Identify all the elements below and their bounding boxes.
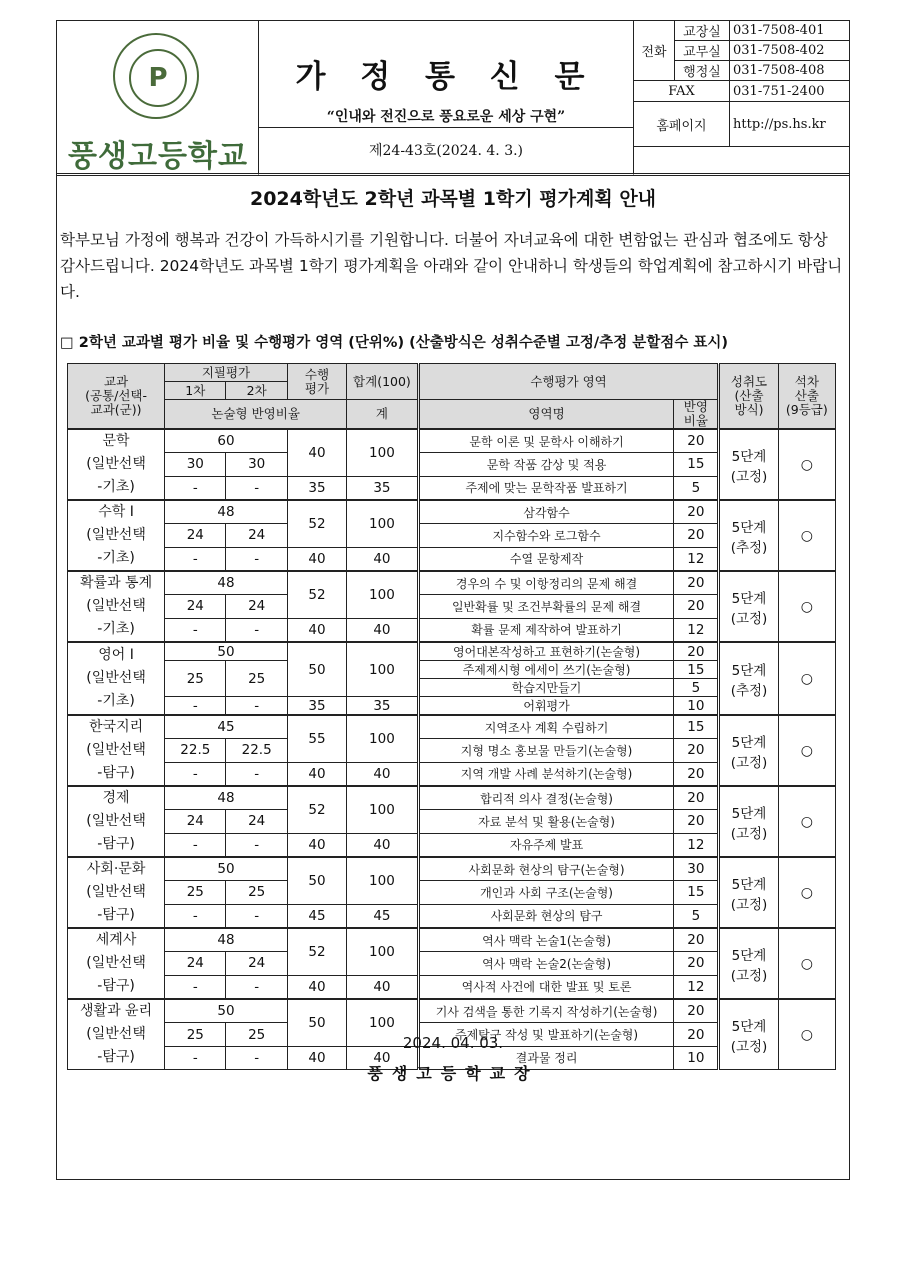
essay-suhaeng-value: 40 — [287, 975, 346, 999]
essay-sum-value: 40 — [347, 975, 419, 999]
total-value: 100 — [347, 786, 419, 833]
jipil-value: 48 — [165, 571, 288, 595]
rank-circle-icon: ○ — [778, 500, 835, 571]
rank-circle-icon: ○ — [778, 786, 835, 857]
issue-number: 제24-43호(2024. 4. 3.) — [259, 128, 634, 176]
achievement-method: 5단계 (추정) — [719, 500, 778, 571]
subject-name-line: -기초) — [97, 479, 135, 495]
first-exam-value: 24 — [165, 595, 226, 618]
total-value: 100 — [347, 928, 419, 975]
area-name: 영어대본작성하고 표현하기(논술형) — [418, 642, 674, 661]
essay-sum-value: 45 — [347, 904, 419, 928]
subject-cell — [68, 715, 165, 786]
essay-second-value: - — [226, 762, 287, 786]
area-name: 자유주제 발표 — [418, 833, 674, 857]
area-ratio: 20 — [674, 762, 719, 786]
area-ratio: 20 — [674, 810, 719, 833]
area-name: 지형 명소 홍보물 만들기(논술형) — [418, 739, 674, 762]
jipil-value: 50 — [165, 642, 288, 661]
area-name: 일반확률 및 조건부확률의 문제 해결 — [418, 595, 674, 618]
essay-first-value: - — [165, 1046, 226, 1069]
subject-name-line: 한국지리 — [89, 719, 144, 735]
area-ratio: 20 — [674, 500, 719, 524]
area-ratio: 20 — [674, 595, 719, 618]
subject-name-line: 문학 — [102, 433, 130, 449]
area-ratio: 15 — [674, 715, 719, 739]
subject-name-line: 수학 I — [98, 504, 134, 520]
school-seal-icon: P — [113, 33, 199, 119]
subject-cell — [68, 928, 165, 999]
jipil-value: 48 — [165, 786, 288, 810]
essay-suhaeng-value: 45 — [287, 904, 346, 928]
rank-circle-icon: ○ — [778, 715, 835, 786]
subject-cell — [68, 571, 165, 642]
total-value: 100 — [347, 642, 419, 697]
area-name: 결과물 정리 — [418, 1046, 674, 1069]
rank-circle-icon: ○ — [778, 642, 835, 715]
area-name: 역사 맥락 논술1(논술형) — [418, 928, 674, 952]
subject-name-line: -기초) — [97, 621, 135, 637]
subject-name-line: -기초) — [97, 550, 135, 566]
area-name: 학습지만들기 — [418, 679, 674, 697]
achievement-method: 5단계 (고정) — [719, 786, 778, 857]
essay-first-value: - — [165, 904, 226, 928]
jipil-value: 48 — [165, 500, 288, 524]
essay-second-value: - — [226, 904, 287, 928]
header-1cha: 1차 — [165, 382, 226, 400]
subject-name-line: -탐구) — [97, 836, 135, 852]
area-ratio: 10 — [674, 697, 719, 716]
suhaeng-value: 50 — [287, 642, 346, 697]
area-name: 주제제시형 에세이 쓰기(논술형) — [418, 661, 674, 679]
rank-circle-icon: ○ — [778, 999, 835, 1070]
achievement-method: 5단계 (고정) — [719, 429, 778, 500]
essay-second-value: - — [226, 697, 287, 716]
essay-first-value: - — [165, 476, 226, 500]
second-exam-value: 24 — [226, 810, 287, 833]
second-exam-value: 30 — [226, 453, 287, 476]
second-exam-value: 24 — [226, 595, 287, 618]
achievement-method: 5단계 (고정) — [719, 857, 778, 928]
essay-suhaeng-value: 40 — [287, 1046, 346, 1069]
second-exam-value: 24 — [226, 952, 287, 975]
suhaeng-value: 52 — [287, 571, 346, 618]
suhaeng-value: 52 — [287, 928, 346, 975]
table-row — [68, 928, 836, 952]
first-exam-value: 25 — [165, 881, 226, 904]
area-ratio: 20 — [674, 739, 719, 762]
achievement-method: 5단계 (추정) — [719, 642, 778, 715]
area-name: 기사 검색을 통한 기록지 작성하기(논술형) — [418, 999, 674, 1023]
area-ratio: 15 — [674, 881, 719, 904]
area-ratio: 15 — [674, 661, 719, 679]
subject-name-line: (일반선택 — [86, 1026, 146, 1042]
rank-circle-icon: ○ — [778, 928, 835, 999]
document-title: 2024학년도 2학년 과목별 1학기 평가계획 안내 — [249, 188, 657, 210]
jipil-value: 50 — [165, 857, 288, 881]
second-exam-value: 25 — [226, 661, 287, 697]
total-value: 100 — [347, 571, 419, 618]
homepage-link[interactable]: http://ps.hs.kr — [730, 102, 850, 147]
area-name: 사회문화 현상의 탐구(논술형) — [418, 857, 674, 881]
area-ratio: 20 — [674, 429, 719, 453]
essay-suhaeng-value: 35 — [287, 697, 346, 716]
area-ratio: 20 — [674, 999, 719, 1023]
suhaeng-value: 52 — [287, 500, 346, 547]
area-ratio: 12 — [674, 833, 719, 857]
header-suhaeng: 수행 평가 — [287, 364, 346, 400]
header-rank: 석차 산출 (9등급) — [778, 364, 835, 430]
table-row — [68, 857, 836, 881]
first-exam-value: 30 — [165, 453, 226, 476]
essay-sum-value: 40 — [347, 833, 419, 857]
total-value: 100 — [347, 500, 419, 547]
subject-name-line: -탐구) — [97, 1049, 135, 1065]
area-name: 합리적 의사 결정(논술형) — [418, 786, 674, 810]
area-ratio: 20 — [674, 642, 719, 661]
area-ratio: 20 — [674, 952, 719, 975]
essay-suhaeng-value: 35 — [287, 476, 346, 500]
subject-name-line: 경제 — [102, 790, 130, 806]
second-exam-value: 25 — [226, 881, 287, 904]
subject-name-line: 사회·문화 — [86, 861, 146, 877]
subject-name-line: (일반선택 — [86, 813, 146, 829]
jipil-value: 60 — [165, 429, 288, 453]
essay-sum-value: 40 — [347, 1046, 419, 1069]
essay-first-value: - — [165, 975, 226, 999]
area-ratio: 20 — [674, 1023, 719, 1046]
header-essay-ratio: 논술형 반영비율 — [165, 400, 347, 430]
essay-second-value: - — [226, 618, 287, 642]
essay-suhaeng-value: 40 — [287, 833, 346, 857]
school-motto: “인내와 전진으로 풍요로운 세상 구현” — [326, 109, 566, 125]
subject-name-line: -탐구) — [97, 907, 135, 923]
subject-cell — [68, 429, 165, 500]
subject-name-line: 세계사 — [95, 932, 137, 948]
rank-circle-icon: ○ — [778, 857, 835, 928]
achievement-method: 5단계 (고정) — [719, 928, 778, 999]
school-name: 풍생고등학교 — [68, 139, 248, 174]
area-ratio: 15 — [674, 453, 719, 476]
suhaeng-value: 55 — [287, 715, 346, 762]
area-ratio: 5 — [674, 679, 719, 697]
area-name: 확률 문제 제작하여 발표하기 — [418, 618, 674, 642]
first-exam-value: 24 — [165, 810, 226, 833]
intro-paragraph: 학부모님 가정에 행복과 건강이 가득하시기를 기원합니다. 더불어 자녀교육에 대한 변함없는 관심과 협조에도 항상 감사드립니다. 2024학년도 과목별 1학기 평가계획을 아래와 같이 안내하니 학생들의 학업계획에 참고하시기 바랍니다. — [60, 231, 843, 301]
total-value: 100 — [347, 715, 419, 762]
subject-name-line: (일반선택 — [86, 456, 146, 472]
principal-signature: 풍생고등학교장 — [367, 1064, 539, 1083]
essay-sum-value: 40 — [347, 547, 419, 571]
suhaeng-value: 50 — [287, 857, 346, 904]
area-ratio: 30 — [674, 857, 719, 881]
table-row — [68, 571, 836, 595]
subject-name-line: 확률과 통계 — [80, 575, 153, 591]
header-area-name: 영역명 — [418, 400, 674, 430]
essay-first-value: - — [165, 762, 226, 786]
subject-name-line: (일반선택 — [86, 670, 146, 686]
table-row — [68, 429, 836, 453]
area-name: 역사적 사건에 대한 발표 및 토론 — [418, 975, 674, 999]
subject-cell — [68, 857, 165, 928]
header-total: 합계(100) — [347, 364, 419, 400]
essay-sum-value: 40 — [347, 762, 419, 786]
second-exam-value: 24 — [226, 524, 287, 547]
area-name: 사회문화 현상의 탐구 — [418, 904, 674, 928]
subject-cell — [68, 642, 165, 715]
area-ratio: 10 — [674, 1046, 719, 1069]
contact-value: 031-7508-401 — [730, 21, 850, 41]
area-name: 문학 작품 감상 및 적용 — [418, 453, 674, 476]
header-2cha: 2차 — [226, 382, 287, 400]
area-name: 역사 맥락 논술2(논술형) — [418, 952, 674, 975]
header-sum: 계 — [347, 400, 419, 430]
area-name: 개인과 사회 구조(논술형) — [418, 881, 674, 904]
table-row — [68, 715, 836, 739]
subject-name-line: -기초) — [97, 693, 135, 709]
footer-date: 2024. 04. 03. — [402, 1034, 504, 1052]
area-ratio: 5 — [674, 904, 719, 928]
contact-info — [634, 21, 849, 176]
essay-suhaeng-value: 40 — [287, 547, 346, 571]
essay-sum-value: 40 — [347, 618, 419, 642]
area-name: 경우의 수 및 이항정리의 문제 해결 — [418, 571, 674, 595]
header-achievement: 성취도 (산출 방식) — [719, 364, 778, 430]
essay-suhaeng-value: 40 — [287, 762, 346, 786]
first-exam-value: 25 — [165, 661, 226, 697]
page-title: 가 정 통 신 문 — [295, 59, 597, 95]
table-row — [68, 642, 836, 661]
first-exam-value: 24 — [165, 524, 226, 547]
area-name: 지수함수와 로그함수 — [418, 524, 674, 547]
evaluation-table — [67, 363, 836, 1070]
area-ratio: 12 — [674, 975, 719, 999]
essay-first-value: - — [165, 833, 226, 857]
fax-value: 031-751-2400 — [730, 81, 850, 102]
area-name: 주제에 맞는 문학작품 발표하기 — [418, 476, 674, 500]
suhaeng-value: 50 — [287, 999, 346, 1046]
table-body — [68, 429, 836, 1070]
area-name: 자료 분석 및 활용(논술형) — [418, 810, 674, 833]
header-subject: 교과 (공통/선택- 교과(군)) — [68, 364, 165, 430]
essay-suhaeng-value: 40 — [287, 618, 346, 642]
essay-second-value: - — [226, 476, 287, 500]
header-area: 수행평가 영역 — [418, 364, 719, 400]
essay-second-value: - — [226, 547, 287, 571]
contact-value: 031-7508-402 — [730, 41, 850, 61]
area-name: 지역 개발 사례 분석하기(논술형) — [418, 762, 674, 786]
area-name: 주제탐구 작성 및 발표하기(논술형) — [418, 1023, 674, 1046]
essay-second-value: - — [226, 1046, 287, 1069]
essay-sum-value: 35 — [347, 697, 419, 716]
rank-circle-icon: ○ — [778, 429, 835, 500]
logo-area — [57, 21, 259, 176]
table-row — [68, 500, 836, 524]
area-ratio: 12 — [674, 618, 719, 642]
essay-first-value: - — [165, 618, 226, 642]
second-exam-value: 25 — [226, 1023, 287, 1046]
jipil-value: 45 — [165, 715, 288, 739]
essay-first-value: - — [165, 697, 226, 716]
second-exam-value: 22.5 — [226, 739, 287, 762]
area-ratio: 12 — [674, 547, 719, 571]
suhaeng-value: 52 — [287, 786, 346, 833]
first-exam-value: 22.5 — [165, 739, 226, 762]
area-name: 지역조사 계획 수립하기 — [418, 715, 674, 739]
area-name: 문학 이론 및 문학사 이해하기 — [418, 429, 674, 453]
subject-name-line: (일반선택 — [86, 742, 146, 758]
subject-name-line: (일반선택 — [86, 527, 146, 543]
total-value: 100 — [347, 429, 419, 476]
header-jipil: 지필평가 — [165, 364, 288, 382]
subject-name-line: 생활과 윤리 — [80, 1003, 153, 1019]
subject-name-line: -탐구) — [97, 765, 135, 781]
area-ratio: 20 — [674, 928, 719, 952]
area-name: 삼각함수 — [418, 500, 674, 524]
achievement-method: 5단계 (고정) — [719, 571, 778, 642]
contact-label: 교장실 — [675, 21, 730, 41]
area-ratio: 5 — [674, 476, 719, 500]
contact-label: 행정실 — [675, 61, 730, 81]
jipil-value: 50 — [165, 999, 288, 1023]
achievement-method: 5단계 (고정) — [719, 999, 778, 1070]
header-ratio: 반영 비율 — [674, 400, 719, 430]
document-frame — [56, 20, 850, 1180]
contact-label: 교무실 — [675, 41, 730, 61]
title-area — [259, 21, 634, 128]
homepage-label: 홈페이지 — [634, 102, 730, 147]
area-name: 수열 문항제작 — [418, 547, 674, 571]
subject-name-line: (일반선택 — [86, 955, 146, 971]
area-ratio: 20 — [674, 524, 719, 547]
essay-first-value: - — [165, 547, 226, 571]
table-row — [68, 786, 836, 810]
first-exam-value: 24 — [165, 952, 226, 975]
jipil-value: 48 — [165, 928, 288, 952]
rank-circle-icon: ○ — [778, 571, 835, 642]
subject-name-line: -탐구) — [97, 978, 135, 994]
essay-second-value: - — [226, 833, 287, 857]
subject-cell — [68, 786, 165, 857]
area-ratio: 20 — [674, 571, 719, 595]
suhaeng-value: 40 — [287, 429, 346, 476]
phone-label: 전화 — [634, 21, 675, 81]
subject-name-line: (일반선택 — [86, 884, 146, 900]
section-title: □ 2학년 교과별 평가 비율 및 수행평가 영역 (단위%) (산출방식은 성취수준별 고정/추정 분할점수 표시) — [60, 335, 729, 351]
contact-value: 031-7508-408 — [730, 61, 850, 81]
subject-name-line: (일반선택 — [86, 598, 146, 614]
essay-sum-value: 35 — [347, 476, 419, 500]
table-row — [68, 999, 836, 1023]
essay-second-value: - — [226, 975, 287, 999]
area-ratio: 20 — [674, 786, 719, 810]
achievement-method: 5단계 (고정) — [719, 715, 778, 786]
total-value: 100 — [347, 999, 419, 1046]
subject-name-line: 영어 I — [98, 647, 134, 663]
area-name: 어휘평가 — [418, 697, 674, 716]
fax-label: FAX — [634, 81, 730, 102]
total-value: 100 — [347, 857, 419, 904]
subject-cell — [68, 500, 165, 571]
first-exam-value: 25 — [165, 1023, 226, 1046]
